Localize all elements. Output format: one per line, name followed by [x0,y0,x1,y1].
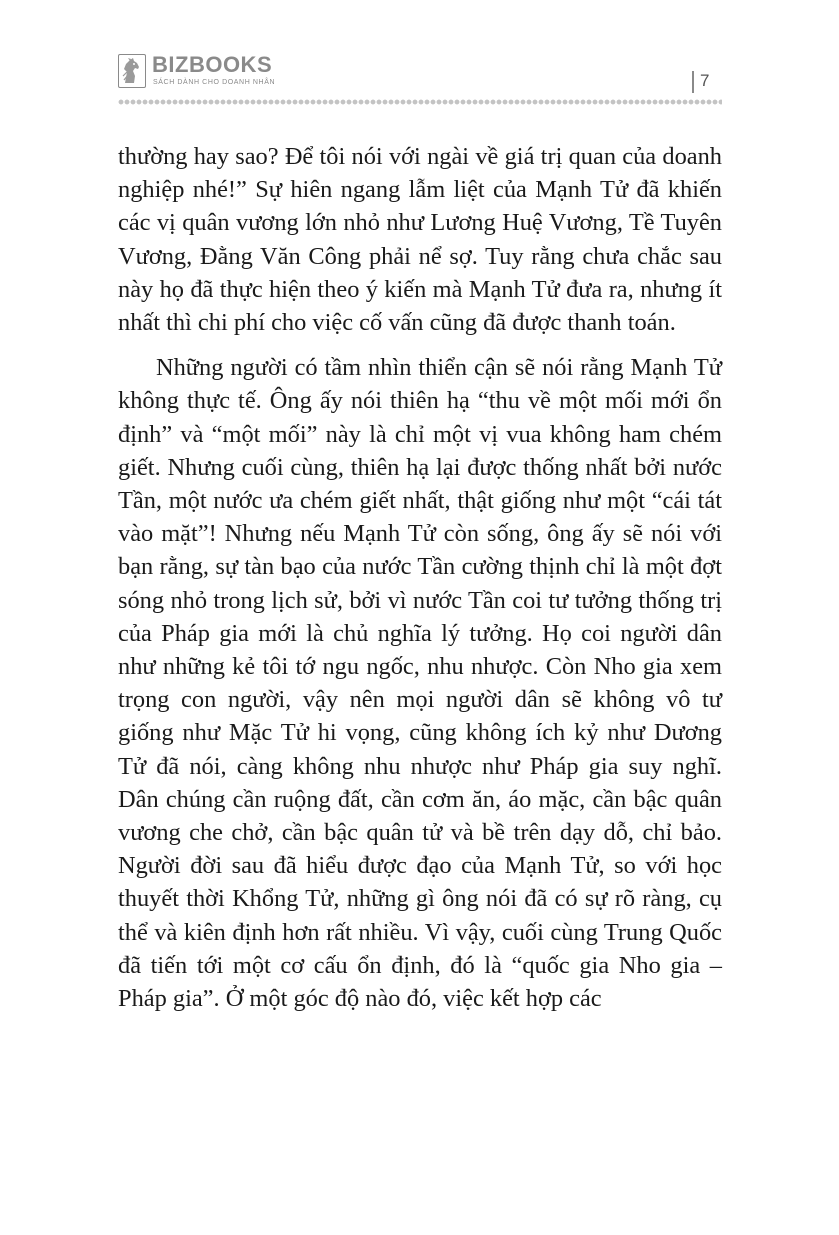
brand-tagline: SÁCH DÀNH CHO DOANH NHÂN [153,79,276,86]
paragraph: thường hay sao? Để tôi nói với ngài về giá trị quan của doanh nghiệp nhé!” Sự hiên ngang lẫm liệt của Mạnh Tử đã khiến các vị quân vương lớn nhỏ như Lương Huệ Vương, Tề Tuyên Vương, Đằng Văn Công phải nể sợ. Tuy rằng chưa chắc sau này họ đã thực hiện theo ý kiến mà Mạnh Tử đưa ra, nhưng ít nhất thì chi phí cho việc cố vấn cũng đã được thanh toán. [118,143,722,337]
paragraph: Những người có tầm nhìn thiển cận sẽ nói rằng Mạnh Tử không thực tế. Ông ấy nói thiên hạ “thu về một mối mới ổn định” và “một mối” này là chỉ một vị vua không ham chém giết. Nhưng cuối cùng, thiên hạ lại được thống nhất bởi nước Tần, một nước ưa chém giết nhất, thật giống như một “cái tát vào mặt”! Nhưng nếu Mạnh Tử còn sống, ông ấy sẽ nói với bạn rằng, sự tàn bạo của nước Tần cường thịnh chỉ là một đợt sóng nhỏ trong lịch sử, bởi vì nước Tần coi tư tưởng thống trị của Pháp gia mới là chủ nghĩa lý tưởng. Họ coi người dân như những kẻ tôi tớ ngu ngốc, nhu nhược. Còn Nho gia xem trọng con người, vậy nên mọi người dân sẽ không vô tư giống như Mặc Tử hi vọng, cũng không ích kỷ như Dương Tử đã nói, càng không nhu nhược như Pháp gia suy nghĩ. Dân chúng cần ruộng đất, cần cơm ăn, áo mặc, cần bậc quân vương che chở, cần bậc quân tử và bề trên dạy dỗ, chỉ bảo. Người đời sau đã hiểu được đạo của Mạnh Tử, so với học thuyết thời Khổng Tử, những gì ông nói đã có sự rõ ràng, cụ thể và kiên định hơn rất nhiều. Vì vậy, cuối cùng Trung Quốc đã tiến tới một cơ cấu ổn định, đó là “quốc gia Nho gia – Pháp gia”. Ở một góc độ nào đó, việc kết hợp các [118,354,722,1013]
page-number-divider [692,71,694,93]
horse-head-icon [118,54,146,88]
page-number: 7 [700,71,710,90]
header-dotted-rule [118,98,722,106]
body-text [118,140,722,1027]
page-header [118,52,722,108]
brand-name: BIZBOOKS [152,52,273,77]
